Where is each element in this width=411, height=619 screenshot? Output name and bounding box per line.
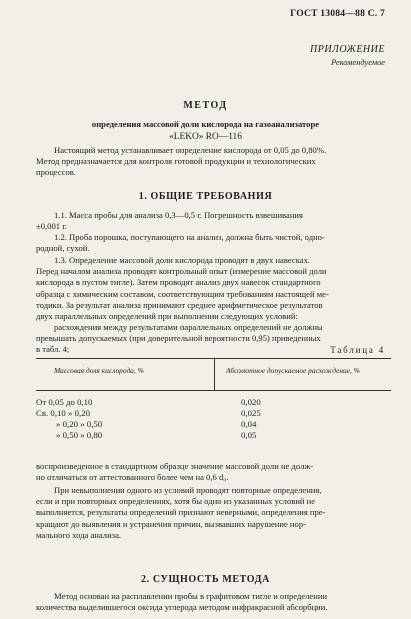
clause-line: тодики. За результат анализа принимают среднее арифметическое результатов (36, 299, 323, 310)
table-header-mass-fraction: Массовая доля кислорода, % (54, 366, 144, 375)
clause-line: 1.1. Масса пробы для анализа 0,3—0,5 г. Погрешность взвешивания (54, 210, 303, 220)
appendix-title: ПРИЛОЖЕНИЕ (310, 44, 385, 55)
table-row: » 0,50 » 0,80 (56, 430, 103, 440)
table-caption: Таблица 4 (330, 345, 385, 355)
clause-line: кислорода в пустом тигле). Затем проводят анализ двух навесок стандартного (36, 277, 321, 288)
table-cell-value: 0,04 (241, 419, 257, 429)
table-cell-value: 0,020 (241, 397, 261, 407)
clause-line: количества выделившегося оксида углерода методом инфракрасной абсорбции. (36, 602, 328, 613)
clause-line: в табл. 4; (36, 344, 70, 355)
intro-line: Метод предназначается для контроля готовой продукции и технологических (36, 156, 316, 167)
intro-paragraph (36, 145, 390, 179)
clause-line: выполняется, результаты определений признают неверными, определения пре- (36, 507, 326, 518)
table-column-divider (214, 358, 215, 390)
method-device: «LEKO» RO—116 (169, 132, 242, 142)
clause-line: расхождения между результатами параллельных определений не должны (54, 322, 323, 332)
intro-line: Настоящий метод устанавливает определение кислорода от 0,05 до 0,80%. (54, 145, 327, 155)
clause-line: превышать допускаемых (при доверительной вероятности 0,95) приведенных (36, 333, 321, 344)
clause-line: мального хода анализа. (36, 529, 122, 540)
section-2-paragraph (36, 591, 390, 613)
clause-line: Перед началом анализа проводят контрольный опыт (измерение массовой доли (36, 266, 327, 277)
clause-1-3 (36, 255, 390, 322)
intro-line: процессов. (36, 167, 76, 178)
repeat-paragraph (36, 485, 390, 541)
standard-header: ГОСТ 13084—88 С. 7 (290, 8, 385, 19)
clause-line: родной, сухой. (36, 243, 90, 254)
table-row: » 0,20 » 0,50 (56, 419, 103, 429)
table-header-deviation: Абсолютное допускаемое расхождение, % (226, 366, 360, 375)
clause-line: При невыполнении одного из условий проводят повторные определения, (54, 485, 322, 495)
clause-line: воспроизведенное в стандартном образце значение массовой доли не долж- (36, 461, 314, 471)
clause-line: образца с химическим составом, соответствующим требованиям настоящей ме- (36, 288, 329, 299)
clause-line: кращают до выявления и устранения причин, вызвавших нарушение нор- (36, 518, 306, 529)
clause-line: 1.3. Определение массовой доли кислорода проводят в двух навесках. (54, 255, 311, 265)
clause-line: если и при повторных определениях, хотя бы одно из указанных условий не (36, 496, 316, 507)
section-1-title: 1. ОБЩИЕ ТРЕБОВАНИЯ (138, 191, 273, 202)
clause-line: ±0,001 г. (36, 221, 67, 232)
section-2-title: 2. СУЩНОСТЬ МЕТОДА (141, 574, 270, 585)
clause-1-2 (36, 232, 390, 254)
clause-line: двух параллельных определений при выполнении следующих условий: (36, 310, 298, 321)
table-header-rule (36, 390, 391, 391)
reproduction-paragraph (36, 461, 390, 483)
table-cell-value: 0,025 (241, 408, 261, 418)
method-subtitle: определения массовой доли кислорода на газоанализаторе (91, 119, 320, 129)
clause-line: 1.2. Проба порошка, поступающего на анализ, должна быть чистой, одно- (54, 232, 325, 242)
table-cell-value: 0,05 (241, 430, 257, 440)
clause-line: Метод основан на расплавлении пробы в графитовом тигле и определении (54, 591, 328, 601)
appendix-note: Рекомендуемое (331, 58, 385, 67)
clause-1-1 (36, 210, 390, 232)
table-row: Св. 0,10 » 0,20 (36, 408, 91, 418)
clause-line: но отличаться от аттестованного более чем на 0,6 d₀. (36, 472, 229, 483)
table-row: От 0,05 до 0,10 (36, 397, 93, 407)
method-title: МЕТОД (183, 100, 228, 111)
